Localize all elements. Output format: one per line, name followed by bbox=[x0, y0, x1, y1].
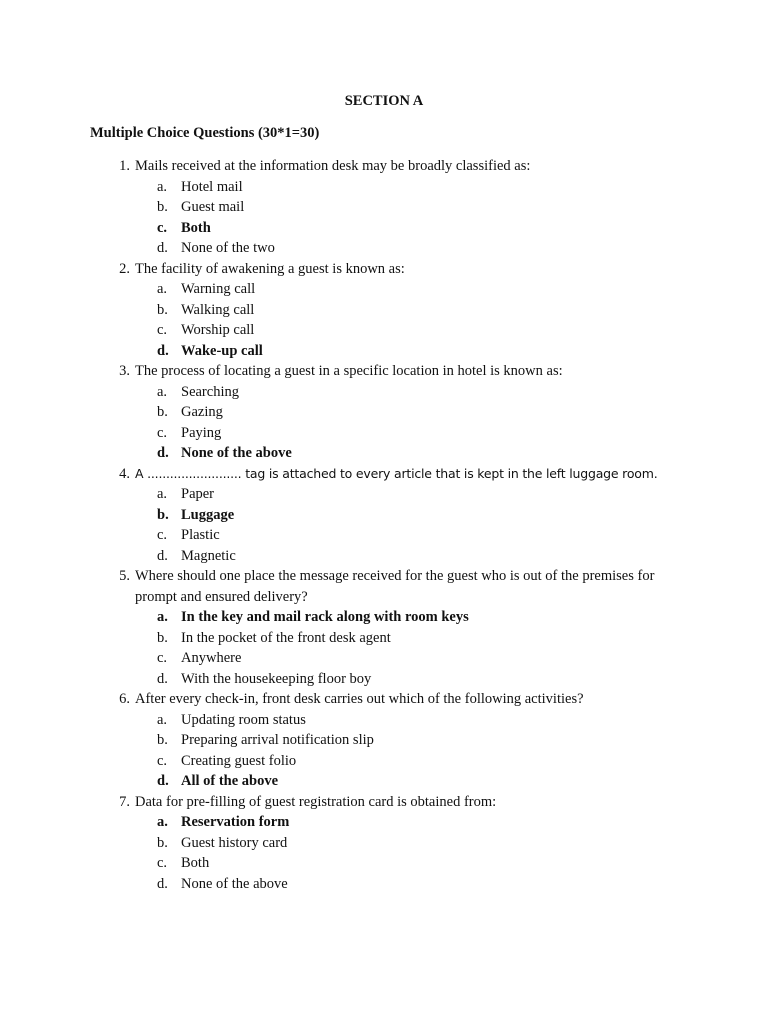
option-letter: b. bbox=[157, 629, 168, 646]
option-text: Walking call bbox=[181, 301, 255, 318]
option-item bbox=[0, 382, 768, 403]
question-number: 2. bbox=[119, 260, 130, 277]
option-item-correct bbox=[0, 218, 768, 239]
question-2 bbox=[0, 259, 768, 362]
option-item bbox=[0, 730, 768, 751]
option-item bbox=[0, 751, 768, 772]
option-item-correct bbox=[0, 607, 768, 628]
option-text: Anywhere bbox=[181, 650, 242, 666]
option-text: Updating room status bbox=[181, 711, 306, 728]
question-7 bbox=[0, 792, 768, 895]
question-3 bbox=[0, 361, 768, 464]
question-5 bbox=[0, 566, 768, 689]
question-text: Where should one place the message received for the guest who is out of the premises for bbox=[135, 568, 655, 584]
option-text: Hotel mail bbox=[181, 178, 243, 195]
question-6 bbox=[0, 689, 768, 792]
option-letter: d. bbox=[157, 875, 168, 892]
option-item-correct bbox=[0, 443, 768, 464]
option-letter: b. bbox=[157, 404, 168, 420]
option-letter: c. bbox=[157, 650, 168, 666]
question-number: 3. bbox=[119, 363, 130, 379]
option-item bbox=[0, 320, 768, 341]
option-text: Gazing bbox=[181, 404, 223, 420]
option-text: Plastic bbox=[181, 527, 220, 543]
option-letter: a. bbox=[157, 711, 168, 728]
option-text: Preparing arrival notification slip bbox=[181, 732, 374, 748]
option-letter: a. bbox=[157, 178, 168, 195]
option-item bbox=[0, 300, 768, 321]
question-number: 6. bbox=[119, 691, 130, 707]
mcq-heading: Multiple Choice Questions (30*1=30) bbox=[90, 125, 320, 141]
option-letter: d. bbox=[157, 240, 168, 256]
option-letter: b. bbox=[157, 301, 168, 318]
option-letter: a. bbox=[157, 486, 168, 502]
question-text: Data for pre-filling of guest registration card is obtained from: bbox=[135, 793, 497, 810]
question-text-continued: prompt and ensured delivery? bbox=[135, 588, 308, 605]
question-text: The facility of awakening a guest is known as: bbox=[135, 260, 405, 277]
option-item bbox=[0, 648, 768, 669]
option-text: Magnetic bbox=[181, 547, 236, 564]
option-letter: d. bbox=[157, 773, 169, 789]
option-item bbox=[0, 238, 768, 259]
option-text: All of the above bbox=[181, 773, 279, 789]
option-text: Reservation form bbox=[181, 814, 290, 830]
option-text: None of the above bbox=[181, 875, 288, 892]
option-letter: d. bbox=[157, 445, 169, 461]
option-item bbox=[0, 423, 768, 444]
question-number: 7. bbox=[119, 793, 130, 810]
option-letter: d. bbox=[157, 670, 168, 687]
option-letter: a. bbox=[157, 814, 168, 830]
option-text: Worship call bbox=[181, 322, 255, 338]
option-item bbox=[0, 710, 768, 731]
question-text: A ......................... tag is attached to every article that is kept in the left luggage room. bbox=[135, 465, 658, 481]
option-text: In the pocket of the front desk agent bbox=[181, 629, 391, 646]
option-item bbox=[0, 402, 768, 423]
option-item bbox=[0, 197, 768, 218]
section-title: SECTION A bbox=[344, 93, 424, 109]
option-item-correct bbox=[0, 771, 768, 792]
option-item-correct bbox=[0, 812, 768, 833]
option-item bbox=[0, 853, 768, 874]
option-text: Both bbox=[181, 219, 211, 236]
option-item bbox=[0, 833, 768, 854]
option-text: Guest mail bbox=[181, 199, 245, 215]
option-letter: c. bbox=[157, 855, 168, 871]
option-text: Warning call bbox=[181, 281, 256, 297]
option-letter: b. bbox=[157, 199, 168, 215]
option-text: Luggage bbox=[181, 506, 235, 523]
question-text: After every check-in, front desk carries out which of the following activities? bbox=[135, 691, 584, 707]
option-text: Both bbox=[181, 855, 210, 871]
option-letter: d. bbox=[157, 342, 169, 359]
question-4 bbox=[0, 464, 768, 567]
option-item-correct bbox=[0, 505, 768, 526]
option-item bbox=[0, 279, 768, 300]
option-text: Paper bbox=[181, 486, 215, 502]
option-text: Paying bbox=[181, 424, 222, 441]
option-letter: c. bbox=[157, 752, 168, 769]
question-list bbox=[0, 156, 768, 894]
option-item-correct bbox=[0, 341, 768, 362]
question-number: 1. bbox=[119, 158, 130, 174]
option-letter: c. bbox=[157, 219, 168, 236]
option-item bbox=[0, 669, 768, 690]
option-item bbox=[0, 177, 768, 198]
option-text: Searching bbox=[181, 383, 239, 400]
question-text: The process of locating a guest in a specific location in hotel is known as: bbox=[135, 363, 563, 379]
option-item bbox=[0, 874, 768, 895]
option-letter: a. bbox=[157, 281, 168, 297]
option-text: None of the two bbox=[181, 240, 275, 256]
option-text: Guest history card bbox=[181, 834, 288, 851]
option-letter: b. bbox=[157, 732, 168, 748]
question-number: 4. bbox=[119, 465, 130, 482]
option-text: In the key and mail rack along with room keys bbox=[181, 609, 469, 625]
option-letter: c. bbox=[157, 424, 168, 441]
option-text: Creating guest folio bbox=[181, 752, 297, 769]
question-1 bbox=[0, 156, 768, 259]
question-number: 5. bbox=[119, 568, 130, 584]
option-text: Wake-up call bbox=[181, 342, 263, 359]
option-item bbox=[0, 546, 768, 567]
option-item bbox=[0, 525, 768, 546]
option-letter: a. bbox=[157, 609, 168, 625]
option-letter: c. bbox=[157, 322, 168, 338]
option-item bbox=[0, 628, 768, 649]
option-text: With the housekeeping floor boy bbox=[181, 670, 372, 687]
option-letter: a. bbox=[157, 383, 168, 400]
option-letter: b. bbox=[157, 506, 169, 523]
option-letter: c. bbox=[157, 527, 168, 543]
question-text: Mails received at the information desk may be broadly classified as: bbox=[135, 158, 531, 174]
option-letter: b. bbox=[157, 834, 168, 851]
option-text: None of the above bbox=[181, 445, 292, 461]
option-item bbox=[0, 484, 768, 505]
option-letter: d. bbox=[157, 547, 168, 564]
